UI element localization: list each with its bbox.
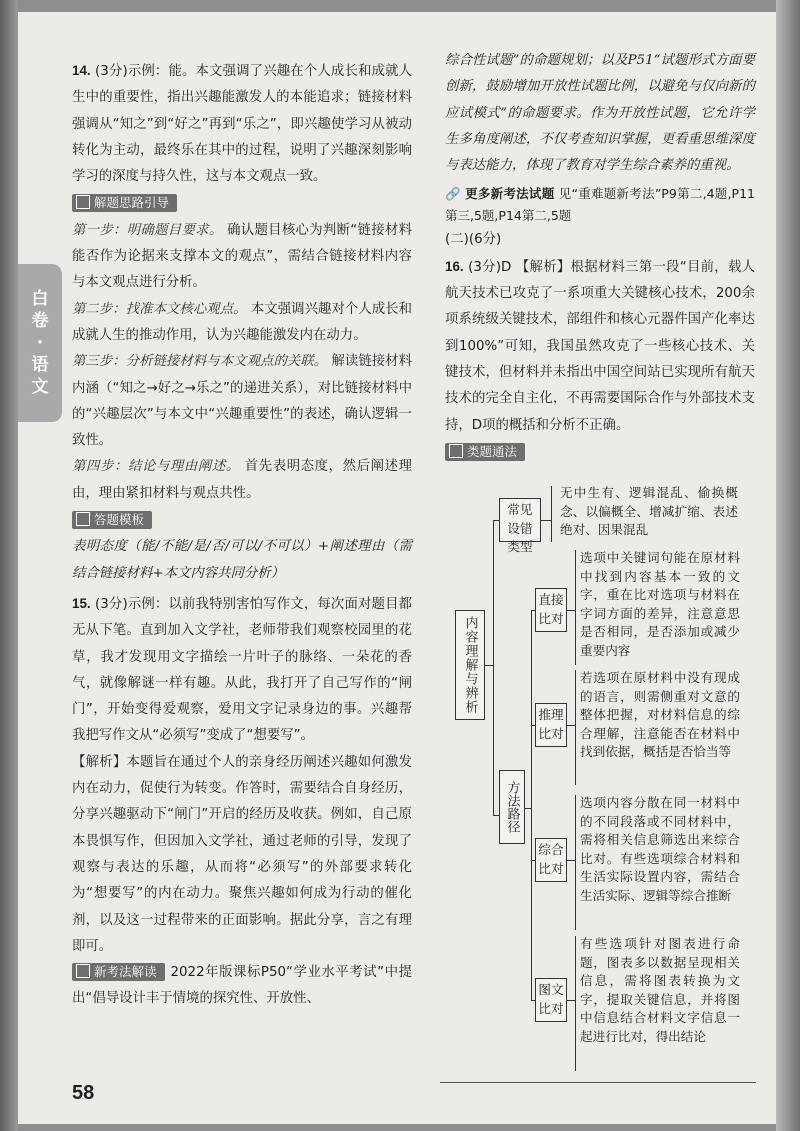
q15-text: 示例：以前我特别害怕写作文，每次面对题目都无从下笔。直到加入文学社，老师带我们观察校园里的花草，我才发现用文字描绘一片叶子的脉络、一朵花的香气，就像解谜一样有趣。从此，我打开了自己写作的“闸门”，开始变得爱观察，爱用文字记录身边的事。兴趣帮我把写作文从“必须写”变成了“想要写”。 xyxy=(72,596,412,744)
tag-method xyxy=(445,443,525,461)
new-exam-text: 2022年版课标P50“学业水平考试”中提出“倡导设计丰于情境的探究性、开放性、 xyxy=(72,965,412,1007)
diagram-branch-method xyxy=(499,770,525,844)
tag-icon xyxy=(76,512,90,526)
connector xyxy=(541,520,551,521)
connector xyxy=(485,665,493,666)
bracket xyxy=(551,486,552,542)
branch-label: 常见设错类型 xyxy=(507,502,533,554)
method-comprehensive-desc: 选项内容分散在同一材料中的不同段落或不同材料中，需将相关信息筛选出来综合比对。有些选项综合材料和生活实际设置内容，需结合生活实际、逻辑等综合推断 xyxy=(580,795,740,903)
step-1 xyxy=(72,218,412,297)
analysis-text: 本题旨在通过个人的亲身经历阐述兴趣如何激发内在动力，促使行为转变。作答时，需要结合自身经历，分享兴趣驱动下“闸门”开启的经历及收获。例如，自己原本畏惧写作，但因加入文学社，通过老师的引导，发现了观察与表达的乐趣，从而将“必须写”的外部要求转化为“想要写”的内在动力。聚焦兴趣如何成为行动的催化剂，以及这一过程带来的正面影响。据此分享，言之有理即可。 xyxy=(72,754,413,954)
side-tab-char: · xyxy=(36,333,44,353)
tag-new-exam xyxy=(72,963,165,981)
left-column xyxy=(72,58,412,1013)
q14-answer xyxy=(72,58,412,190)
connector xyxy=(493,520,494,815)
connector xyxy=(567,1000,575,1001)
tag-label: 类题通法 xyxy=(467,443,518,459)
tag-answer-template xyxy=(72,511,152,529)
q16-score: (3分)D xyxy=(468,259,512,275)
method-inference-desc: 若选项在原材料中没有现成的语言，则需侧重对文意的整体把握，对材料信息的综合理解，注意能否在材料中找到依据，概括是否恰当等 xyxy=(580,670,740,759)
diagram-branch-errors xyxy=(499,498,541,554)
method-direct-desc: 选项中关键词句能在原材料中找到内容基本一致的文字，重在比对选项与材料在字词方面的差异，注意意思是否相同，是否添加或减少重要内容 xyxy=(580,550,740,658)
method-comprehensive xyxy=(535,838,567,882)
diagram-root xyxy=(455,610,485,720)
page-number: 58 xyxy=(72,1082,95,1104)
more-text: 见“重难题新考法”P9第二,4题,P11第三,5题,P14第二,5题 xyxy=(445,186,755,224)
side-tab-char: 文 xyxy=(31,377,49,397)
bracket xyxy=(575,550,576,665)
step-text: 本文强调兴趣对个人成长和成就人生的推动作用，认为兴趣能激发内在动力。 xyxy=(72,301,413,343)
side-tab-char: 卷 xyxy=(31,311,49,331)
q14-text: 示例：能。本文强调了兴趣在个人成长和成就人生中的重要性，指出兴趣能激发人的本能追求；链接材料强调从“知之”到“好之”再到“乐之”，即兴趣使学习从被动转化为主动，最终乐在其中的过程，说明了兴趣深刻影响学习的深度与持久性，这与本文观点一致。 xyxy=(72,64,412,185)
analysis-label: 【解析】 xyxy=(72,754,127,770)
analysis-label: 【解析】 xyxy=(515,259,571,275)
q16-number: 16. xyxy=(445,258,464,274)
side-tab-char: 白 xyxy=(31,289,49,309)
scan-right-edge xyxy=(776,0,800,1131)
method-direct xyxy=(535,588,567,632)
step-3 xyxy=(72,349,412,454)
step-text: 首先表明态度，然后阐述理由，理由紧扣材料与观点共性。 xyxy=(72,459,413,501)
link-icon: 🔗 xyxy=(445,186,461,202)
divider xyxy=(440,1082,756,1083)
method-chart xyxy=(535,978,567,1022)
tag-solution-guide xyxy=(72,194,177,212)
connector xyxy=(567,610,575,611)
connector xyxy=(531,610,532,1000)
q16-answer xyxy=(445,254,755,439)
section-heading: (二)(6分) xyxy=(445,232,502,248)
branch-errors-desc: 无中生有、逻辑混乱、偷换概念、以偏概全、增减扩缩、表述绝对、因果混乱 xyxy=(560,485,738,537)
tag-label: 解题思路引导 xyxy=(94,195,170,211)
side-tab-char: 语 xyxy=(31,355,49,375)
step-label: 第二步：找准本文核心观点。 xyxy=(72,301,247,317)
step-4 xyxy=(72,454,412,507)
method-label: 综合比对 xyxy=(538,842,564,876)
connector xyxy=(567,860,575,861)
bracket xyxy=(575,670,576,785)
new-exam-note xyxy=(72,960,412,1013)
step-label: 第三步：分析链接材料与本文观点的关联。 xyxy=(72,354,328,370)
side-tab xyxy=(18,264,62,422)
q14-number: 14. xyxy=(72,63,91,78)
tag-icon xyxy=(449,444,463,458)
diagram-root-label: 内容理解与辨析 xyxy=(462,616,478,714)
method-label: 直接比对 xyxy=(538,592,564,626)
method-label: 图文比对 xyxy=(538,982,564,1016)
connector xyxy=(567,725,575,726)
q14-score: (3分) xyxy=(95,64,128,79)
tag-icon xyxy=(76,195,90,209)
scan-left-edge xyxy=(0,0,18,1131)
tag-label: 新考法解读 xyxy=(94,964,157,980)
q15-number: 15. xyxy=(72,595,91,611)
step-label: 第一步：明确题目要求。 xyxy=(72,222,223,238)
q16-text: 根据材料三第一段“目前，载人航天技术已攻克了一系项重大关键核心技术，200余项系统级关键技术，部组件和核心元器件国产化率达到100%”可知，我国虽然攻克了一些核心技术、关键技术，但材料并未指出中国空间站已实现所有航天技术的完全自主化，不再需要国际合作与外部技术支持，D项的概括和分析不正确。 xyxy=(445,259,756,433)
branch-label: 方法路径 xyxy=(504,781,520,833)
new-exam-continued: 综合性试题”的命题规划；以及P51“试题形式方面要创新，鼓励增加开放性试题比例，以避免与仅向新的应试模式”的命题要求。作为开放性试题，它允许学生多角度阐述，不仅考查知识掌握，更看重思维深度与表达能力，体现了教育对学生综合素养的重视。 xyxy=(445,53,755,174)
template-text: 表明态度（能/不能/是/否/可以/不可以）+阐述理由（需结合链接材料+本文内容共同分析） xyxy=(72,539,412,581)
step-text: 确认题目核心为判断“链接材料能否作为论据来支撑本文的观点”，需结合链接材料内容与本文观点进行分析。 xyxy=(72,222,412,291)
q15-score: (3分) xyxy=(95,596,128,612)
step-text: 解读链接材料内涵（“知之→好之→乐之”的递进关系），对比链接材料中的“兴趣层次”与本文中“兴趣重要性”的表述，确认逻辑一致性。 xyxy=(72,354,413,449)
tag-label: 答题模板 xyxy=(94,512,145,528)
more-label: 更多新考法试题 xyxy=(465,186,555,202)
bracket xyxy=(575,795,576,930)
q15-analysis xyxy=(72,750,412,960)
bracket xyxy=(575,936,576,1071)
more-questions xyxy=(445,183,755,227)
tag-icon xyxy=(76,964,90,978)
step-2 xyxy=(72,297,412,350)
right-column xyxy=(445,48,755,466)
method-chart-desc: 有些选项针对图表进行命题，图表多以数据呈现相关信息，需将图表转换为文字，提取关键信息，并将图中信息结合材料文字信息一起进行比对，得出结论 xyxy=(580,936,740,1044)
step-label: 第四步：结论与理由阐述。 xyxy=(72,459,240,475)
method-label: 推理比对 xyxy=(538,707,564,741)
method-inference xyxy=(535,703,567,747)
q15-answer xyxy=(72,591,412,750)
